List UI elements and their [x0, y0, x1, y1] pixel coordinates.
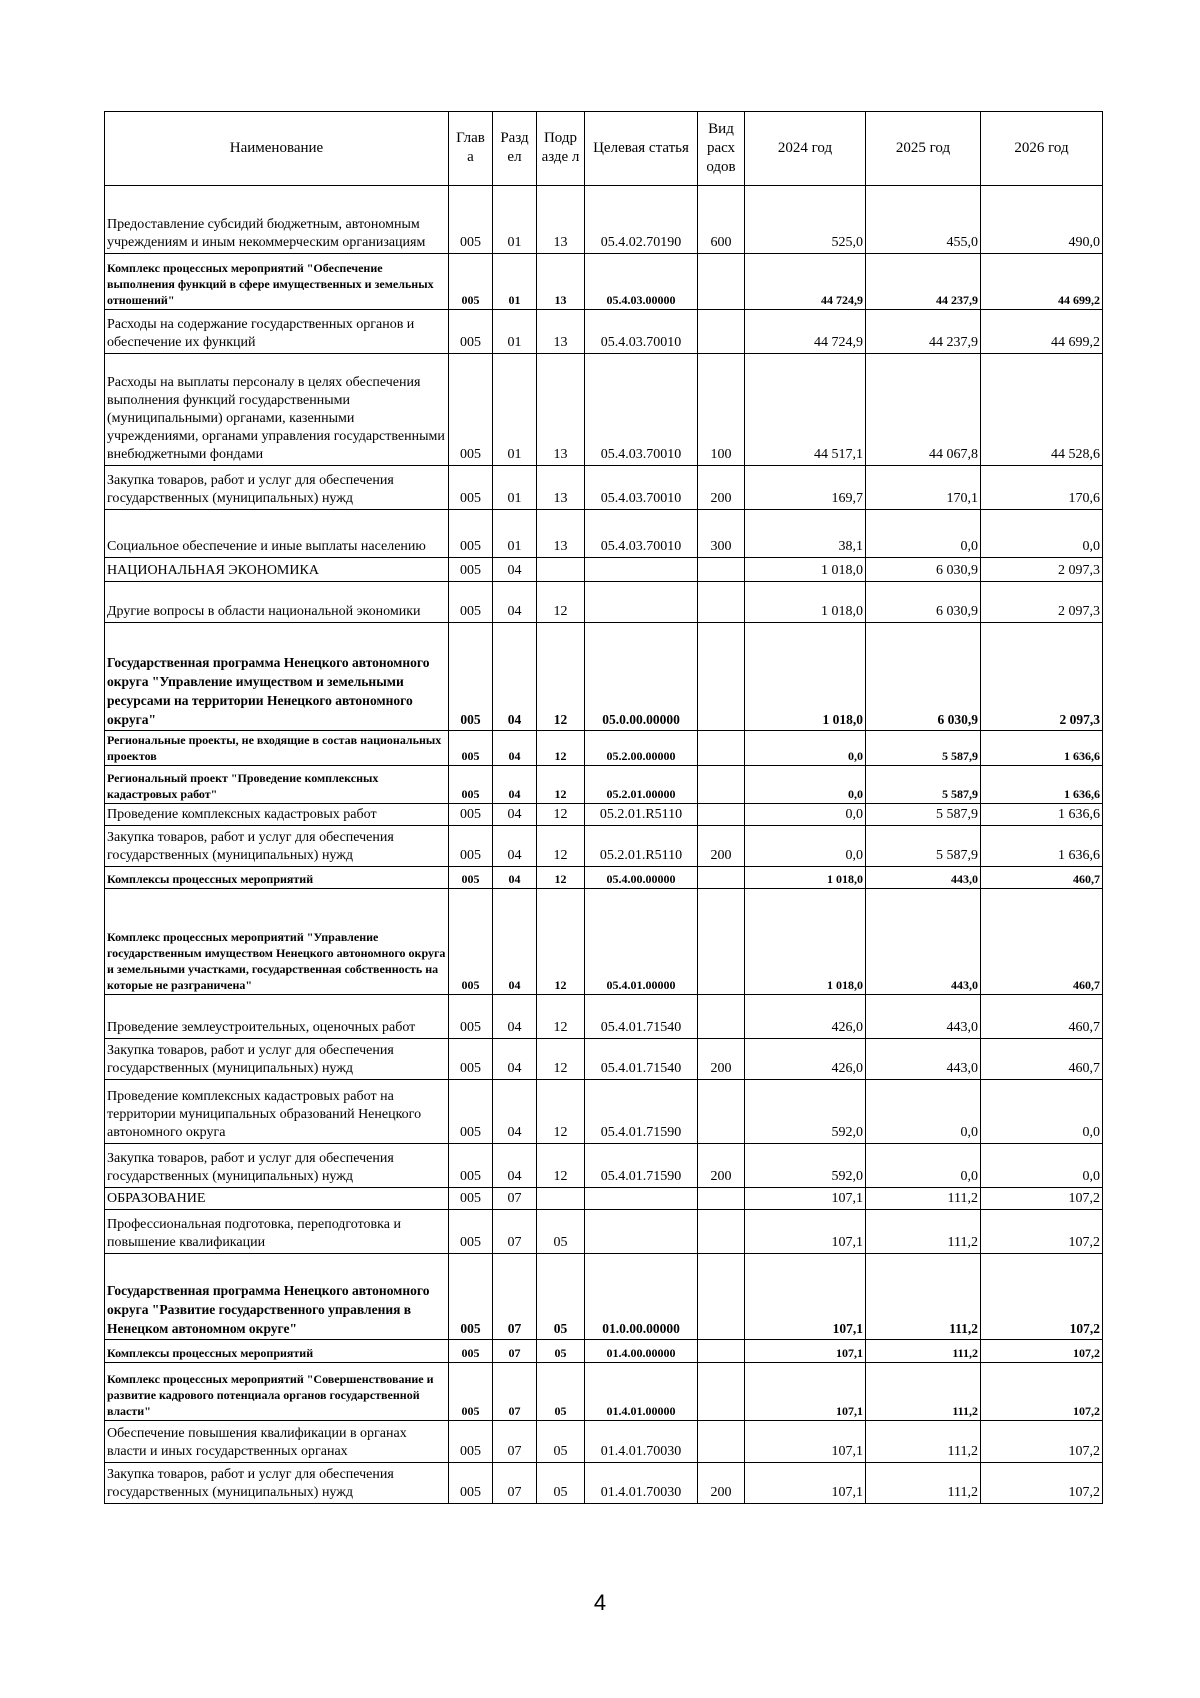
cell-2025: 443,0	[866, 1039, 981, 1080]
cell-razdel: 04	[493, 766, 537, 804]
cell-podrazdel: 05	[537, 1463, 585, 1504]
cell-podrazdel: 12	[537, 1144, 585, 1188]
cell-vid: 100	[698, 354, 745, 466]
cell-2026: 0,0	[981, 1080, 1103, 1144]
cell-glava: 005	[449, 1254, 493, 1340]
cell-razdel: 04	[493, 826, 537, 867]
table-row	[105, 889, 1103, 995]
header-podrazdel: Подр азде л	[537, 112, 585, 186]
cell-statya: 05.2.01.00000	[585, 766, 698, 804]
cell-2024: 1 018,0	[745, 582, 866, 623]
cell-2024: 0,0	[745, 804, 866, 826]
cell-name: Расходы на содержание государственных органов и обеспечение их функций	[105, 310, 449, 354]
cell-2025: 170,1	[866, 466, 981, 510]
cell-2025: 0,0	[866, 1144, 981, 1188]
cell-2026: 107,2	[981, 1421, 1103, 1463]
cell-2026: 107,2	[981, 1363, 1103, 1421]
cell-2024: 44 517,1	[745, 354, 866, 466]
header-2024: 2024 год	[745, 112, 866, 186]
cell-statya	[585, 558, 698, 582]
cell-vid	[698, 582, 745, 623]
cell-podrazdel: 12	[537, 995, 585, 1039]
cell-2024: 525,0	[745, 186, 866, 254]
cell-podrazdel: 12	[537, 582, 585, 623]
cell-name: Государственная программа Ненецкого автономного округа "Управление имуществом и земельными ресурсами на территории Ненецкого автономного округа"	[105, 623, 449, 731]
cell-glava: 005	[449, 731, 493, 766]
table-row	[105, 510, 1103, 558]
cell-razdel: 04	[493, 731, 537, 766]
cell-razdel: 04	[493, 867, 537, 889]
cell-statya: 01.4.01.70030	[585, 1421, 698, 1463]
cell-razdel: 04	[493, 804, 537, 826]
cell-2024: 169,7	[745, 466, 866, 510]
cell-podrazdel: 12	[537, 623, 585, 731]
cell-2026: 1 636,6	[981, 731, 1103, 766]
cell-2026: 0,0	[981, 510, 1103, 558]
header-2025: 2025 год	[866, 112, 981, 186]
header-name: Наименование	[105, 112, 449, 186]
cell-2026: 1 636,6	[981, 766, 1103, 804]
cell-razdel: 01	[493, 354, 537, 466]
cell-2026: 460,7	[981, 867, 1103, 889]
cell-name: Закупка товаров, работ и услуг для обеспечения государственных (муниципальных) нужд	[105, 1039, 449, 1080]
cell-2026: 107,2	[981, 1254, 1103, 1340]
cell-statya: 05.4.03.70010	[585, 466, 698, 510]
cell-statya: 01.4.00.00000	[585, 1340, 698, 1363]
cell-vid	[698, 1080, 745, 1144]
table-row	[105, 1363, 1103, 1421]
cell-glava: 005	[449, 310, 493, 354]
cell-vid	[698, 804, 745, 826]
cell-podrazdel: 12	[537, 766, 585, 804]
cell-2024: 0,0	[745, 826, 866, 867]
cell-vid: 200	[698, 1039, 745, 1080]
cell-razdel: 07	[493, 1254, 537, 1340]
cell-2025: 5 587,9	[866, 766, 981, 804]
cell-statya: 01.4.01.70030	[585, 1463, 698, 1504]
cell-statya: 05.4.03.70010	[585, 354, 698, 466]
cell-statya	[585, 1210, 698, 1254]
table-row	[105, 1463, 1103, 1504]
cell-glava: 005	[449, 1340, 493, 1363]
cell-statya: 05.2.01.R5110	[585, 804, 698, 826]
header-2026: 2026 год	[981, 112, 1103, 186]
cell-name: Комплекс процессных мероприятий "Совершенствование и развитие кадрового потенциала органов государственной власти"	[105, 1363, 449, 1421]
cell-2025: 6 030,9	[866, 558, 981, 582]
cell-glava: 005	[449, 1080, 493, 1144]
cell-podrazdel: 12	[537, 731, 585, 766]
cell-2025: 455,0	[866, 186, 981, 254]
cell-razdel: 04	[493, 889, 537, 995]
cell-statya: 05.4.01.71590	[585, 1080, 698, 1144]
cell-razdel: 01	[493, 510, 537, 558]
cell-glava: 005	[449, 1039, 493, 1080]
cell-2026: 44 699,2	[981, 254, 1103, 310]
cell-podrazdel: 05	[537, 1421, 585, 1463]
table-row	[105, 186, 1103, 254]
cell-glava: 005	[449, 889, 493, 995]
table-row	[105, 1421, 1103, 1463]
table-row	[105, 1340, 1103, 1363]
cell-2026: 44 528,6	[981, 354, 1103, 466]
cell-razdel: 04	[493, 623, 537, 731]
table-row	[105, 254, 1103, 310]
table-row	[105, 804, 1103, 826]
table-row	[105, 766, 1103, 804]
table-row	[105, 867, 1103, 889]
cell-statya: 05.2.00.00000	[585, 731, 698, 766]
cell-name: Закупка товаров, работ и услуг для обеспечения государственных (муниципальных) нужд	[105, 826, 449, 867]
cell-vid	[698, 867, 745, 889]
cell-statya: 05.4.01.71590	[585, 1144, 698, 1188]
cell-2026: 44 699,2	[981, 310, 1103, 354]
table-row	[105, 466, 1103, 510]
header-razdel: Разд ел	[493, 112, 537, 186]
cell-glava: 005	[449, 466, 493, 510]
cell-statya: 05.0.00.00000	[585, 623, 698, 731]
cell-name: Профессиональная подготовка, переподготовка и повышение квалификации	[105, 1210, 449, 1254]
cell-2026: 2 097,3	[981, 558, 1103, 582]
cell-razdel: 07	[493, 1340, 537, 1363]
cell-2025: 5 587,9	[866, 826, 981, 867]
budget-table	[104, 111, 1103, 1504]
table-row	[105, 731, 1103, 766]
cell-vid	[698, 731, 745, 766]
cell-2026: 460,7	[981, 995, 1103, 1039]
cell-name: Социальное обеспечение и иные выплаты населению	[105, 510, 449, 558]
cell-glava: 005	[449, 804, 493, 826]
table-row	[105, 995, 1103, 1039]
cell-glava: 005	[449, 354, 493, 466]
cell-statya	[585, 582, 698, 623]
table-row	[105, 826, 1103, 867]
table-row	[105, 623, 1103, 731]
cell-name: Закупка товаров, работ и услуг для обеспечения государственных (муниципальных) нужд	[105, 1144, 449, 1188]
cell-razdel: 07	[493, 1463, 537, 1504]
cell-name: Комплекс процессных мероприятий "Управление государственным имуществом Ненецкого автономного округа и земельными участками, государственная собственность на которые не разграничена"	[105, 889, 449, 995]
cell-2025: 5 587,9	[866, 804, 981, 826]
cell-glava: 005	[449, 623, 493, 731]
cell-statya: 05.4.00.00000	[585, 867, 698, 889]
cell-2026: 0,0	[981, 1144, 1103, 1188]
cell-2024: 44 724,9	[745, 310, 866, 354]
cell-name: Комплекс процессных мероприятий "Обеспечение выполнения функций в сфере имущественных и земельных отношений"	[105, 254, 449, 310]
cell-statya: 05.4.01.00000	[585, 889, 698, 995]
cell-razdel: 01	[493, 186, 537, 254]
table-row	[105, 310, 1103, 354]
header-statya: Целевая статья	[585, 112, 698, 186]
cell-razdel: 07	[493, 1188, 537, 1210]
cell-podrazdel: 13	[537, 186, 585, 254]
cell-2026: 490,0	[981, 186, 1103, 254]
cell-podrazdel: 13	[537, 354, 585, 466]
cell-2026: 107,2	[981, 1188, 1103, 1210]
cell-2025: 443,0	[866, 889, 981, 995]
cell-razdel: 01	[493, 310, 537, 354]
table-row	[105, 1188, 1103, 1210]
cell-2024: 0,0	[745, 731, 866, 766]
cell-2025: 443,0	[866, 867, 981, 889]
cell-vid	[698, 1421, 745, 1463]
cell-2024: 426,0	[745, 995, 866, 1039]
cell-name: Государственная программа Ненецкого автономного округа "Развитие государственного управления в Ненецком автономном округе"	[105, 1254, 449, 1340]
cell-vid	[698, 310, 745, 354]
cell-2025: 44 067,8	[866, 354, 981, 466]
cell-2026: 460,7	[981, 1039, 1103, 1080]
cell-podrazdel: 12	[537, 1039, 585, 1080]
cell-podrazdel: 13	[537, 254, 585, 310]
cell-vid: 600	[698, 186, 745, 254]
cell-vid	[698, 254, 745, 310]
cell-2026: 107,2	[981, 1340, 1103, 1363]
cell-podrazdel	[537, 558, 585, 582]
cell-2025: 111,2	[866, 1340, 981, 1363]
cell-name: Проведение землеустроительных, оценочных работ	[105, 995, 449, 1039]
cell-podrazdel: 12	[537, 867, 585, 889]
cell-podrazdel: 05	[537, 1210, 585, 1254]
header-vid: Вид расх одов	[698, 112, 745, 186]
cell-razdel: 04	[493, 558, 537, 582]
header-glava: Глав а	[449, 112, 493, 186]
cell-name: НАЦИОНАЛЬНАЯ ЭКОНОМИКА	[105, 558, 449, 582]
cell-glava: 005	[449, 1144, 493, 1188]
cell-2026: 460,7	[981, 889, 1103, 995]
cell-2025: 443,0	[866, 995, 981, 1039]
cell-2024: 107,1	[745, 1210, 866, 1254]
cell-vid	[698, 1254, 745, 1340]
cell-2024: 44 724,9	[745, 254, 866, 310]
cell-statya: 05.4.03.00000	[585, 254, 698, 310]
cell-2024: 1 018,0	[745, 889, 866, 995]
cell-glava: 005	[449, 582, 493, 623]
cell-name: Другие вопросы в области национальной экономики	[105, 582, 449, 623]
cell-podrazdel	[537, 1188, 585, 1210]
cell-name: Региональные проекты, не входящие в состав национальных проектов	[105, 731, 449, 766]
table-row	[105, 1254, 1103, 1340]
cell-razdel: 04	[493, 1080, 537, 1144]
cell-2025: 44 237,9	[866, 310, 981, 354]
table-row	[105, 1039, 1103, 1080]
cell-2024: 1 018,0	[745, 623, 866, 731]
cell-vid: 200	[698, 1144, 745, 1188]
cell-razdel: 07	[493, 1210, 537, 1254]
cell-glava: 005	[449, 995, 493, 1039]
cell-2025: 6 030,9	[866, 582, 981, 623]
cell-glava: 005	[449, 1188, 493, 1210]
cell-statya	[585, 1188, 698, 1210]
cell-2025: 111,2	[866, 1188, 981, 1210]
cell-2026: 1 636,6	[981, 826, 1103, 867]
table-row	[105, 354, 1103, 466]
cell-2024: 1 018,0	[745, 558, 866, 582]
cell-vid	[698, 1188, 745, 1210]
cell-vid	[698, 1210, 745, 1254]
cell-vid	[698, 766, 745, 804]
cell-podrazdel: 12	[537, 826, 585, 867]
cell-2025: 5 587,9	[866, 731, 981, 766]
cell-glava: 005	[449, 867, 493, 889]
cell-2024: 107,1	[745, 1340, 866, 1363]
cell-razdel: 04	[493, 1144, 537, 1188]
cell-statya: 05.4.03.70010	[585, 510, 698, 558]
cell-name: Комплексы процессных мероприятий	[105, 1340, 449, 1363]
cell-glava: 005	[449, 1210, 493, 1254]
cell-2024: 426,0	[745, 1039, 866, 1080]
cell-razdel: 01	[493, 466, 537, 510]
cell-statya: 05.4.01.71540	[585, 995, 698, 1039]
cell-glava: 005	[449, 510, 493, 558]
cell-2025: 0,0	[866, 510, 981, 558]
cell-glava: 005	[449, 186, 493, 254]
cell-statya: 05.4.03.70010	[585, 310, 698, 354]
cell-name: Комплексы процессных мероприятий	[105, 867, 449, 889]
cell-2024: 107,1	[745, 1254, 866, 1340]
cell-podrazdel: 13	[537, 310, 585, 354]
cell-2024: 0,0	[745, 766, 866, 804]
cell-vid	[698, 623, 745, 731]
table-header-row	[105, 112, 1103, 186]
cell-2025: 0,0	[866, 1080, 981, 1144]
page-number: 4	[593, 1590, 607, 1615]
table-row	[105, 558, 1103, 582]
cell-name: Региональный проект "Проведение комплексных кадастровых работ"	[105, 766, 449, 804]
cell-2024: 107,1	[745, 1188, 866, 1210]
cell-vid	[698, 995, 745, 1039]
cell-2025: 111,2	[866, 1463, 981, 1504]
cell-glava: 005	[449, 766, 493, 804]
table-row	[105, 1210, 1103, 1254]
cell-podrazdel: 05	[537, 1363, 585, 1421]
cell-razdel: 04	[493, 1039, 537, 1080]
table-row	[105, 1080, 1103, 1144]
cell-2025: 44 237,9	[866, 254, 981, 310]
cell-name: Проведение комплексных кадастровых работ на территории муниципальных образований Ненецкого автономного округа	[105, 1080, 449, 1144]
cell-2024: 592,0	[745, 1080, 866, 1144]
cell-glava: 005	[449, 254, 493, 310]
cell-vid	[698, 1340, 745, 1363]
cell-statya: 05.4.01.71540	[585, 1039, 698, 1080]
cell-vid	[698, 558, 745, 582]
cell-2026: 107,2	[981, 1210, 1103, 1254]
cell-razdel: 07	[493, 1363, 537, 1421]
cell-glava: 005	[449, 826, 493, 867]
cell-statya: 01.4.01.00000	[585, 1363, 698, 1421]
cell-razdel: 04	[493, 995, 537, 1039]
cell-razdel: 04	[493, 582, 537, 623]
cell-2025: 111,2	[866, 1254, 981, 1340]
cell-statya: 05.2.01.R5110	[585, 826, 698, 867]
cell-statya: 05.4.02.70190	[585, 186, 698, 254]
table-row	[105, 1144, 1103, 1188]
cell-vid: 200	[698, 1463, 745, 1504]
cell-podrazdel: 13	[537, 510, 585, 558]
cell-podrazdel: 12	[537, 889, 585, 995]
cell-2025: 111,2	[866, 1363, 981, 1421]
cell-2024: 107,1	[745, 1463, 866, 1504]
cell-2026: 1 636,6	[981, 804, 1103, 826]
cell-glava: 005	[449, 558, 493, 582]
cell-name: Закупка товаров, работ и услуг для обеспечения государственных (муниципальных) нужд	[105, 466, 449, 510]
cell-name: Расходы на выплаты персоналу в целях обеспечения выполнения функций государственными (муниципальными) органами, казенными учреждениями, органами управления государственными внебюджетными фондами	[105, 354, 449, 466]
cell-podrazdel: 12	[537, 1080, 585, 1144]
cell-glava: 005	[449, 1363, 493, 1421]
cell-2024: 38,1	[745, 510, 866, 558]
cell-podrazdel: 05	[537, 1254, 585, 1340]
cell-2026: 2 097,3	[981, 582, 1103, 623]
cell-name: ОБРАЗОВАНИЕ	[105, 1188, 449, 1210]
cell-name: Проведение комплексных кадастровых работ	[105, 804, 449, 826]
cell-razdel: 01	[493, 254, 537, 310]
cell-2024: 592,0	[745, 1144, 866, 1188]
table-row	[105, 582, 1103, 623]
cell-2026: 170,6	[981, 466, 1103, 510]
cell-statya: 01.0.00.00000	[585, 1254, 698, 1340]
cell-2025: 6 030,9	[866, 623, 981, 731]
cell-2024: 107,1	[745, 1421, 866, 1463]
cell-name: Обеспечение повышения квалификации в органах власти и иных государственных органах	[105, 1421, 449, 1463]
cell-2025: 111,2	[866, 1210, 981, 1254]
cell-2024: 1 018,0	[745, 867, 866, 889]
cell-name: Предоставление субсидий бюджетным, автономным учреждениям и иным некоммерческим организациям	[105, 186, 449, 254]
cell-podrazdel: 05	[537, 1340, 585, 1363]
cell-2025: 111,2	[866, 1421, 981, 1463]
cell-glava: 005	[449, 1463, 493, 1504]
cell-razdel: 07	[493, 1421, 537, 1463]
cell-podrazdel: 12	[537, 804, 585, 826]
cell-2026: 2 097,3	[981, 623, 1103, 731]
cell-vid: 200	[698, 466, 745, 510]
cell-vid: 200	[698, 826, 745, 867]
cell-vid: 300	[698, 510, 745, 558]
cell-vid	[698, 889, 745, 995]
cell-2026: 107,2	[981, 1463, 1103, 1504]
cell-2024: 107,1	[745, 1363, 866, 1421]
cell-podrazdel: 13	[537, 466, 585, 510]
cell-glava: 005	[449, 1421, 493, 1463]
cell-vid	[698, 1363, 745, 1421]
cell-name: Закупка товаров, работ и услуг для обеспечения государственных (муниципальных) нужд	[105, 1463, 449, 1504]
